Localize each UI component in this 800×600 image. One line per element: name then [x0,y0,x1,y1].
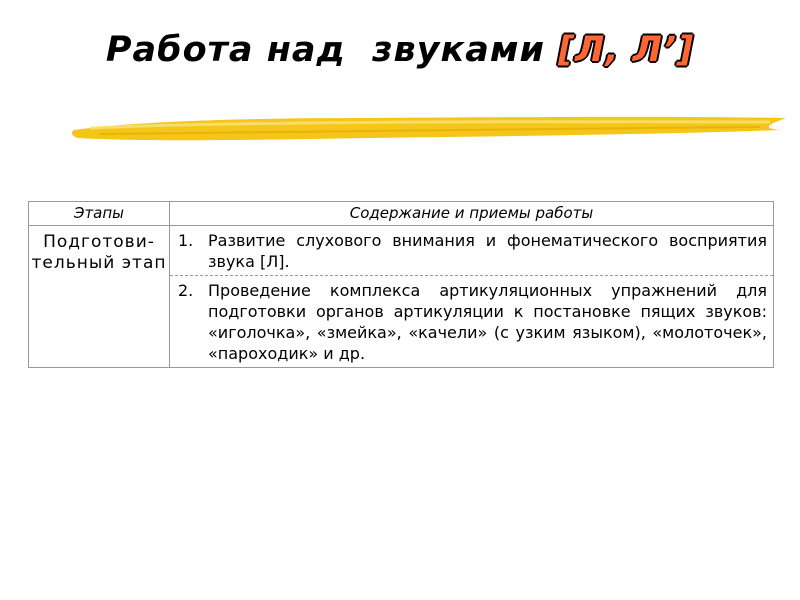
stage-name: Подготови-тельный этап [29,226,170,368]
header-content: Содержание и приемы работы [170,202,774,226]
item-number: 1. [178,231,194,250]
list-item [170,226,773,275]
yellow-brush-stroke [70,112,790,146]
item-text: Развитие слухового внимания и фонематического восприятия звука [Л]. [208,231,767,271]
stage-items [170,226,774,368]
table-header-row [29,202,774,226]
title-text: Работа над звуками [105,30,559,70]
title-sounds: [Л, Л’] [558,30,695,70]
item-number: 2. [178,281,194,300]
header-stages: Этапы [29,202,170,226]
stages-table [28,201,774,368]
table-row [29,226,774,368]
list-item [170,275,773,367]
slide-title [0,30,800,70]
item-text: Проведение комплекса артикуляционных упражнений для подготовки органов артикуляции к постановке пящих звуков: «иголочка», «змейка», «качели» (с узким языком), «молоточек», «пароходик» и др. [208,281,767,363]
